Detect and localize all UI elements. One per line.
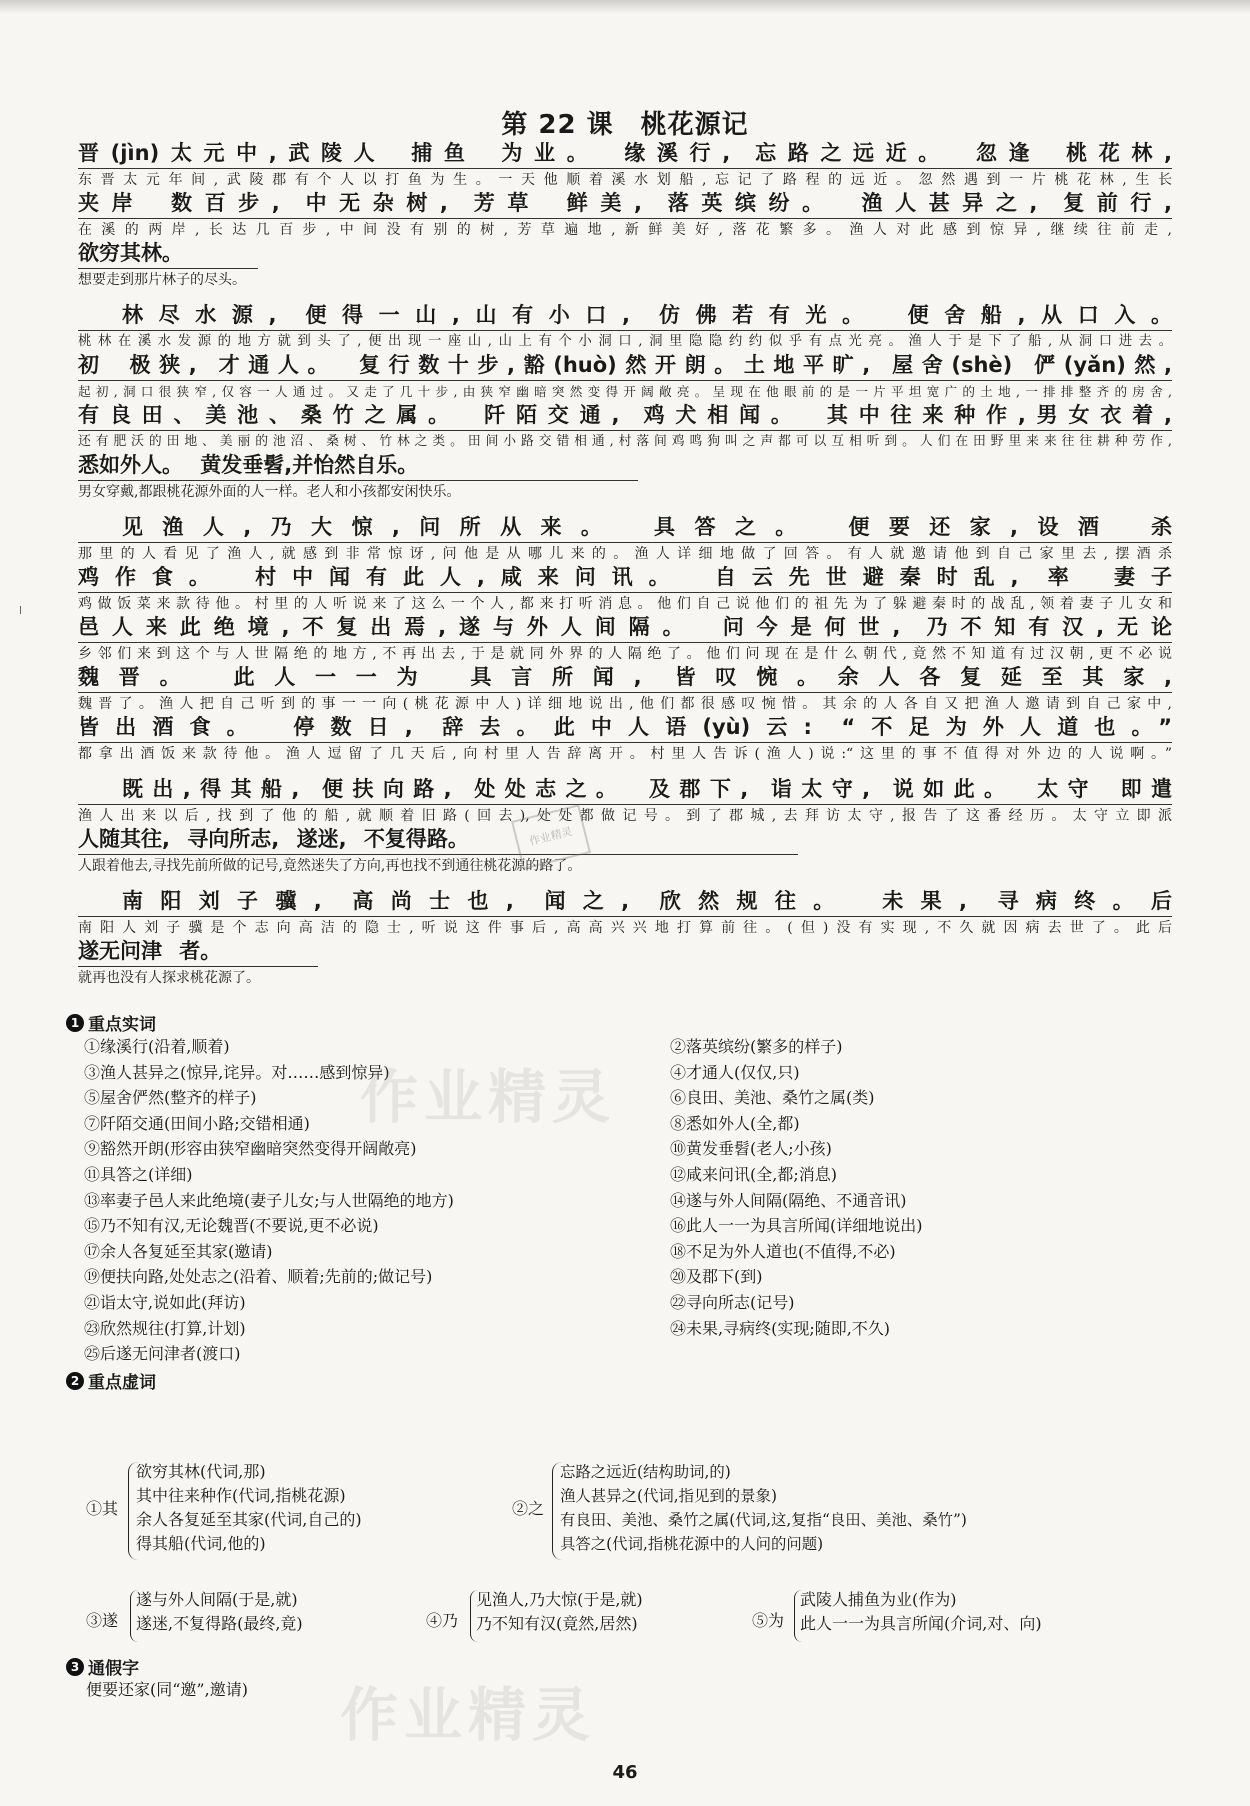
vocab-item: ㉕后遂无问津者(渡口)	[84, 1344, 241, 1364]
translation-line: 南阳人刘子骥是个志向高洁的隐士,听说这件事后,高高兴兴地打算前往。(但)没有实现,不久就因病去世了。此后	[78, 916, 1172, 936]
xuci-item: 有良田、美池、桑竹之属(代词,这,复指“良田、美池、桑竹”)	[560, 1511, 967, 1529]
xuci-item: 见渔人,乃大惊(于是,就)	[476, 1590, 643, 1609]
vocab-item: ㉓欣然规往(打算,计划)	[84, 1318, 246, 1338]
section-heading-key-words	[66, 1010, 156, 1035]
vocab-item: ⑮乃不知有汉,无论魏晋(不要说,更不必说)	[84, 1216, 379, 1236]
xuci-item: 余人各复延至其家(代词,自己的)	[136, 1510, 362, 1529]
xuci-item: 渔人甚异之(代词,指见到的景象)	[560, 1487, 777, 1505]
original-line: 鸡作食。 村中闻有此人,咸来问讯。 自云先世避秦时乱, 率 妻子	[78, 565, 1172, 589]
xuci-label-wei: ⑤为	[752, 1611, 785, 1630]
xuci-item: 欲穷其林(代词,那)	[136, 1462, 266, 1481]
tongjia-item: 便要还家(同“邀”,邀请)	[86, 1680, 248, 1699]
vocab-item: ⑨豁然开朗(形容由狭窄幽暗突然变得开阔敞亮)	[84, 1139, 417, 1159]
xuci-label-nai: ④乃	[426, 1611, 459, 1630]
lesson-title: 第 22 课 桃花源记	[501, 110, 749, 140]
translation-line: 男女穿戴,都跟桃花源外面的人一样。老人和小孩都安闲快乐。	[78, 480, 638, 500]
vocab-item: ㉔未果,寻病终(实现;随即,不久)	[670, 1318, 891, 1338]
original-line: 既出,得其船, 便扶向路, 处处志之。 及郡下, 诣太守, 说如此。 太守 即遣	[122, 777, 1172, 801]
original-line: 悉如外人。 黄发垂髫,并怡然自乐。	[78, 453, 419, 477]
translation-line: 东晋太元年间,武陵郡有个人以打鱼为生。一天他顺着溪水划船,忘记了路程的远近。忽然遇到一片桃花林,生长	[78, 168, 1172, 188]
xuci-item: 忘路之远近(结构助词,的)	[560, 1463, 731, 1481]
original-line: 晋(jìn)太元中,武陵人 捕鱼 为业。 缘溪行, 忘路之远近。 忽逢 桃花林,	[78, 141, 1172, 165]
section-heading-function-words	[66, 1368, 156, 1393]
original-line: 魏晋。 此人一一为 具言所闻, 皆叹惋。余人各复延至其家,	[78, 665, 1172, 689]
original-line: 初 极狭, 才通人。 复行数十步,豁(huò)然开朗。土地平旷, 屋舍(shè) 俨(yǎn)然,	[78, 353, 1172, 377]
vocab-item: ②落英缤纷(繁多的样子)	[670, 1037, 843, 1056]
passage	[78, 138, 1172, 986]
original-line: 人随其往, 寻向所志, 遂迷, 不复得路。	[78, 827, 469, 851]
original-line: 遂无问津 者。	[78, 939, 222, 963]
vocab-column-right	[670, 1034, 1190, 1341]
original-line: 邑人来此绝境,不复出焉,遂与外人间隔。 问今是何世, 乃不知有汉,无论	[78, 615, 1172, 639]
watermark: 作业精灵	[360, 1063, 617, 1131]
xuci-item: 其中往来种作(代词,指桃花源)	[136, 1486, 346, 1505]
translation-line: 就再也没有人探求桃花源了。	[78, 966, 318, 986]
xuci-item: 遂迷,不复得路(最终,竟)	[136, 1614, 303, 1633]
translation-line: 还有肥沃的田地、美丽的池沼、桑树、竹林之类。田间小路交错相通,村落间鸡鸣狗叫之声都可以互相听到。人们在田野里来来往往耕种劳作,	[78, 430, 1172, 450]
section-number-badge: 2	[66, 1372, 84, 1390]
xuci-item: 乃不知有汉(竟然,居然)	[476, 1614, 638, 1633]
vocab-item: ⑭遂与外人间隔(隔绝、不通音讯)	[670, 1190, 907, 1210]
section-heading-tongjia	[66, 1654, 139, 1679]
xuci-item: 具答之(代词,指桃花源中的人问的问题)	[560, 1535, 824, 1553]
xuci-group-wei	[800, 1588, 1042, 1636]
translation-line: 都拿出酒饭来款待他。渔人逗留了几天后,向村里人告辞离开。村里人告诉(渔人)说:“这里的事不值得对外边的人说啊。”	[78, 742, 1172, 762]
section-number-badge: 3	[66, 1658, 84, 1676]
xuci-item: 遂与外人间隔(于是,就)	[136, 1590, 298, 1609]
translation-line: 鸡做饭菜来款待他。村里的人听说来了这么一个人,都来打听消息。他们自己说他们的祖先为了躲避秦时的战乱,领着妻子儿女和	[78, 592, 1172, 612]
xuci-group-zhi	[560, 1460, 967, 1556]
vocab-item: ㉒寻向所志(记号)	[670, 1292, 795, 1312]
translation-line: 乡邻们来到这个与人世隔绝的地方,不再出去,于是就同外界的人隔绝了。他们问现在是什么朝代,竟然不知道有过汉朝,更不必说	[78, 642, 1172, 662]
original-line: 南阳刘子骥, 高尚士也, 闻之, 欣然规往。 未果, 寻病终。后	[122, 889, 1172, 913]
section-number-badge: 1	[66, 1014, 84, 1032]
vocab-item: ①缘溪行(沿着,顺着)	[84, 1037, 230, 1056]
xuci-group-sui	[136, 1588, 303, 1636]
section-title: 通假字	[88, 1659, 139, 1679]
vocab-item: ⑦阡陌交通(田间小路;交错相通)	[84, 1113, 310, 1133]
original-line: 见渔人,乃大惊,问所从来。 具答之。 便要还家,设酒 杀	[122, 515, 1172, 539]
translation-line: 桃林在溪水发源的地方就到头了,便出现一座山,山上有个小洞口,洞里隐隐约约似乎有点光亮。渔人于是下了船,从洞口进去。	[78, 330, 1172, 350]
vocab-item: ⑪具答之(详细)	[84, 1164, 193, 1184]
vocab-item: ④才通人(仅仅,只)	[670, 1062, 800, 1082]
original-line: 欲穷其林。	[78, 241, 183, 265]
vocab-item: ⑯此人一一为具言所闻(详细地说出)	[670, 1216, 923, 1236]
stamp-text: 作业精灵	[527, 824, 574, 849]
vocab-item: ⑥良田、美池、桑竹之属(类)	[670, 1088, 875, 1108]
vocab-item: ⑬率妻子邑人来此绝境(妻子儿女;与人世隔绝的地方)	[84, 1190, 454, 1210]
translation-line: 想要走到那片林子的尽头。	[78, 268, 258, 288]
translation-line: 起初,洞口很狭窄,仅容一人通过。又走了几十步,由狭窄幽暗突然变得开阔敞亮。呈现在他眼前的是一片平坦宽广的土地,一排排整齐的房舍,	[78, 380, 1172, 400]
original-line: 夹岸 数百步, 中无杂树, 芳草 鲜美, 落英缤纷。 渔人甚异之, 复前行,	[78, 191, 1172, 215]
vocab-item: ⑤屋舍俨然(整齐的样子)	[84, 1088, 257, 1108]
xuci-label-sui: ③遂	[86, 1611, 119, 1630]
page-number: 46	[612, 1762, 638, 1783]
translation-line: 人跟着他去,寻找先前所做的记号,竟然迷失了方向,再也找不到通往桃花源的路了。	[78, 854, 798, 874]
original-line: 有良田、美池、桑竹之属。 阡陌交通, 鸡犬相闻。 其中往来种作,男女衣着,	[78, 403, 1172, 427]
vocab-item: ㉑诣太守,说如此(拜访)	[84, 1292, 246, 1312]
binding-mark	[20, 606, 28, 614]
xuci-item: 武陵人捕鱼为业(作为)	[800, 1590, 957, 1609]
vocab-item: ⑳及郡下(到)	[670, 1267, 763, 1287]
xuci-group-nai	[476, 1588, 643, 1636]
xuci-item: 此人一一为具言所闻(介词,对、向)	[800, 1614, 1042, 1633]
vocab-item: ⑩黄发垂髫(老人;小孩)	[670, 1139, 832, 1159]
vocab-item: ⑧悉如外人(全,都)	[670, 1113, 800, 1133]
xuci-group-qi	[136, 1460, 362, 1556]
vocab-item: ③渔人甚异之(惊异,诧异。对……感到惊异)	[84, 1062, 390, 1082]
vocab-item: ⑱不足为外人道也(不值得,不必)	[670, 1241, 896, 1261]
section-title: 重点实词	[88, 1015, 156, 1035]
xuci-label-qi: ①其	[86, 1499, 119, 1518]
watermark: 作业精灵	[340, 1681, 597, 1749]
translation-line: 在溪的两岸,长达几百步,中间没有别的树,芳草遍地,新鲜美好,落花繁多。渔人对此感到惊异,继续往前走,	[78, 218, 1172, 238]
xuci-item: 得其船(代词,他的)	[136, 1534, 266, 1553]
translation-line: 渔人出来以后,找到了他的船,就顺着旧路(回去),处处都做记号。到了郡城,去拜访太守,报告了这番经历。太守立即派	[78, 804, 1172, 824]
translation-line: 那里的人看见了渔人,就感到非常惊讶,问他是从哪儿来的。渔人详细地做了回答。有人就邀请他到自己家里去,摆酒杀	[78, 542, 1172, 562]
vocab-item: ⑰余人各复延至其家(邀请)	[84, 1241, 273, 1261]
translation-line: 魏晋了。渔人把自己听到的事一一向(桃花源中人)详细地说出,他们都很感叹惋惜。其余的人各自又把渔人邀请到自己家中,	[78, 692, 1172, 712]
vocab-item: ⑫咸来问讯(全,都;消息)	[670, 1164, 837, 1184]
vocab-item: ⑲便扶向路,处处志之(沿着、顺着;先前的;做记号)	[84, 1267, 433, 1287]
xuci-label-zhi: ②之	[512, 1499, 545, 1518]
original-line: 林尽水源, 便得一山,山有小口, 仿佛若有光。 便舍船,从口入。	[122, 303, 1172, 327]
section-title: 重点虚词	[88, 1373, 156, 1393]
original-line: 皆出酒食。 停数日, 辞去。此中人语(yù)云: “不足为外人道也。”	[78, 715, 1172, 739]
scan-shadow	[0, 0, 1250, 14]
